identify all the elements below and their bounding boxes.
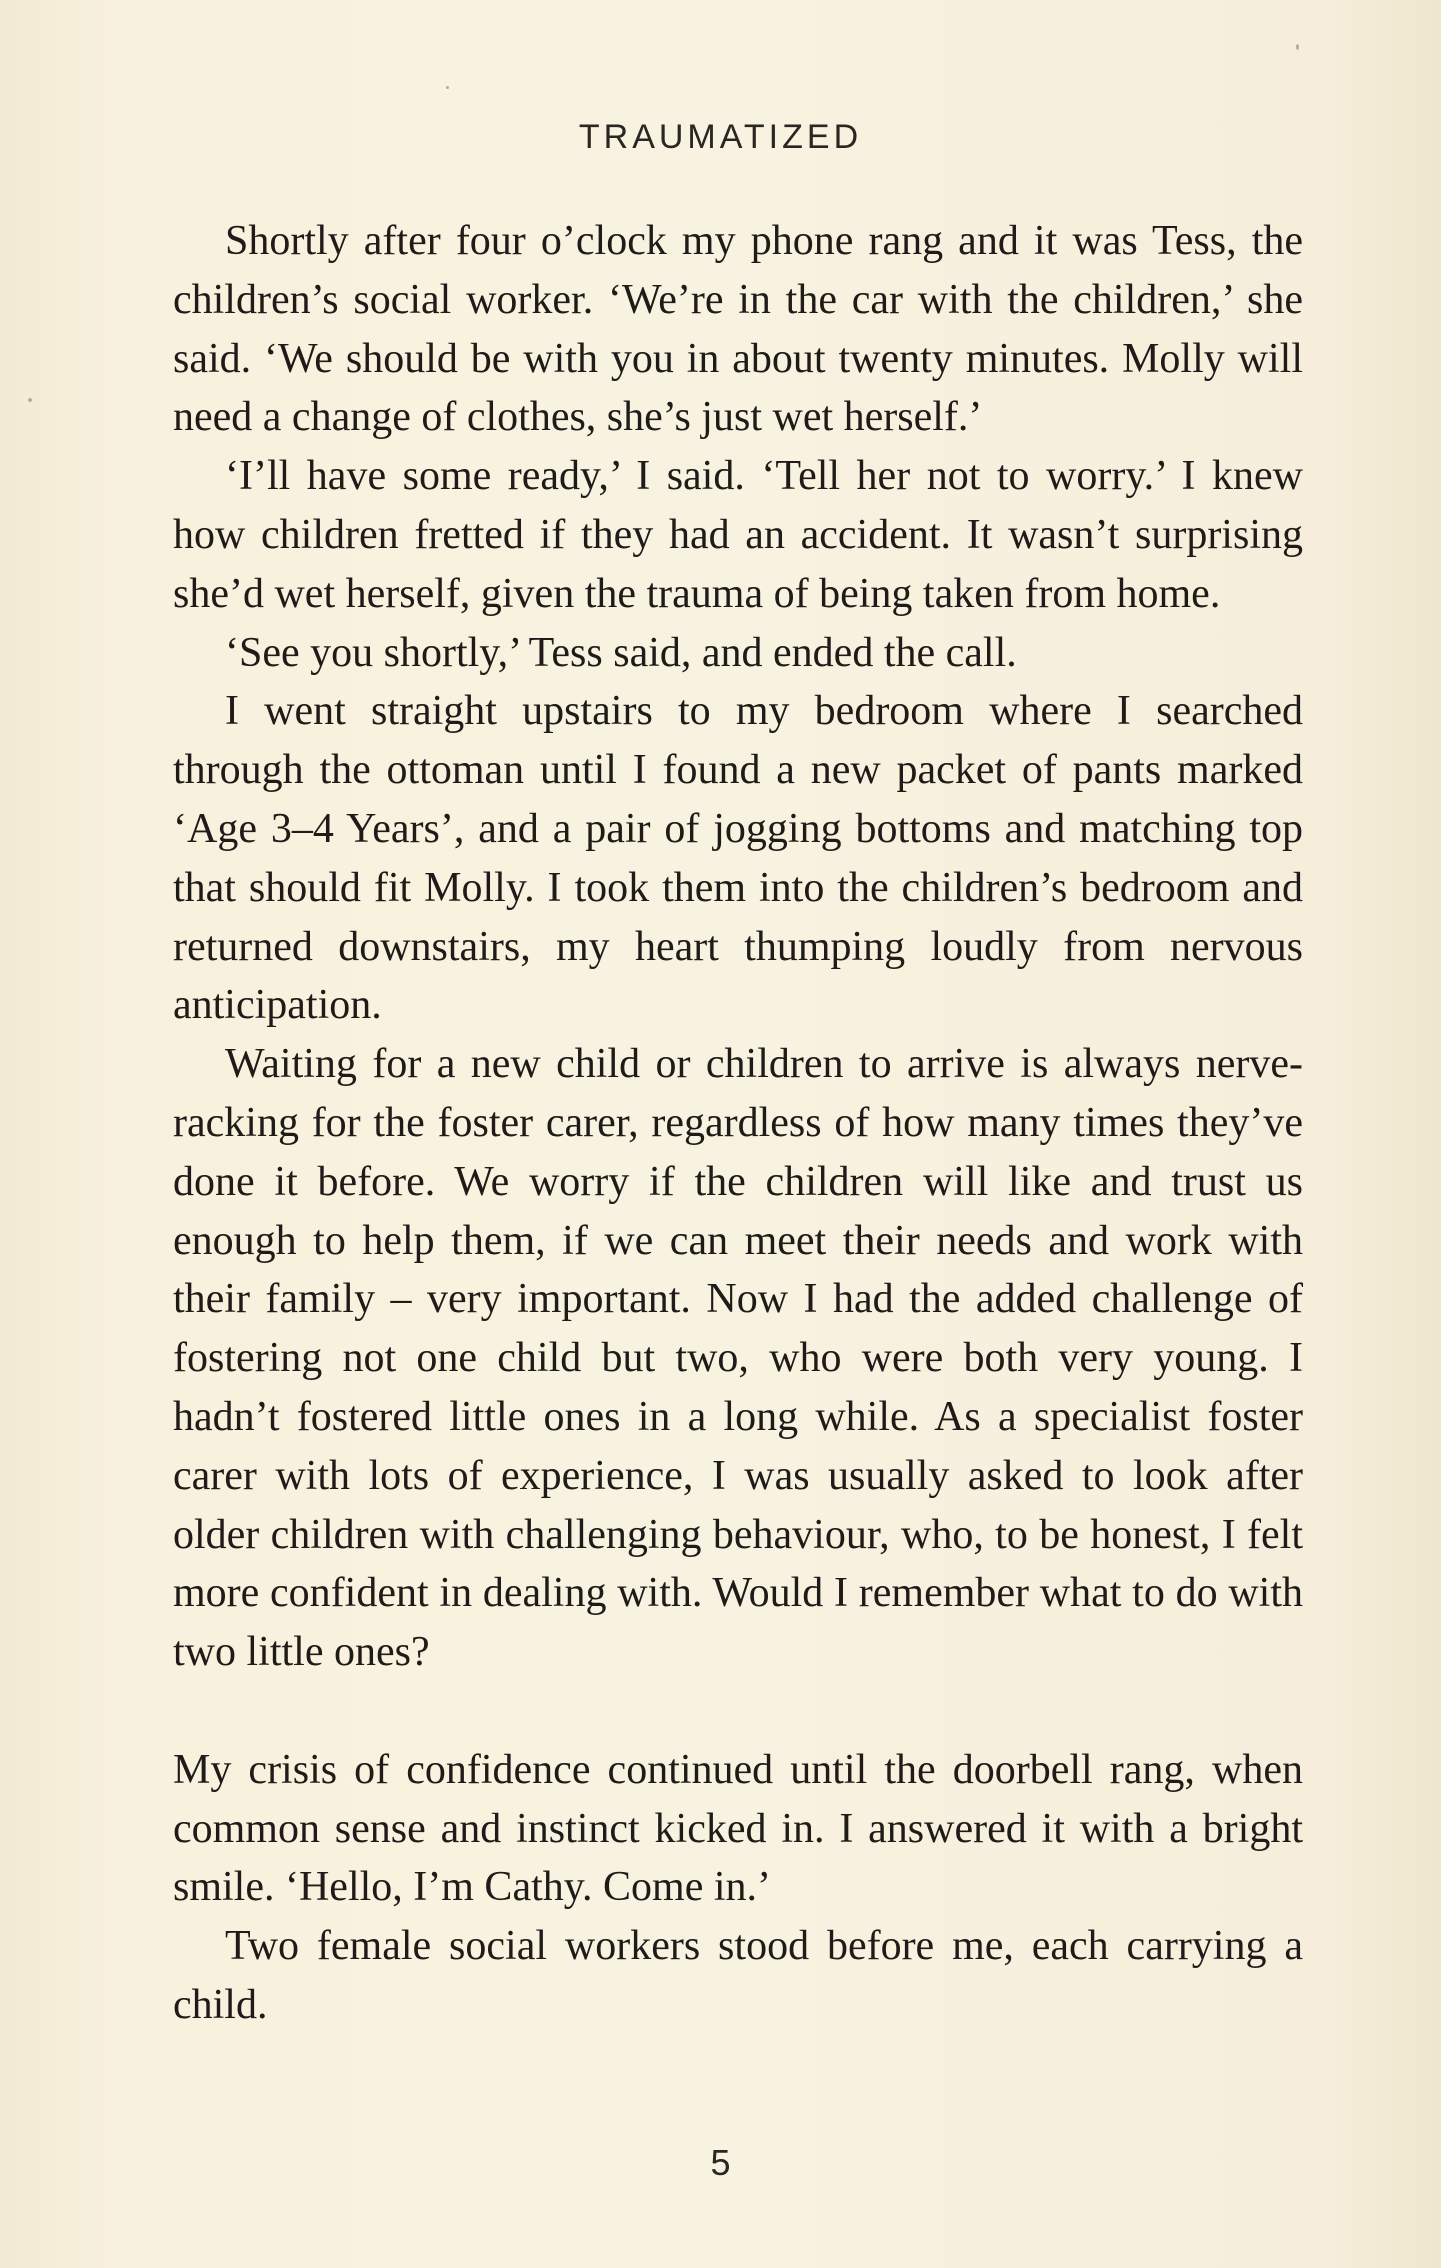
paragraph-2: ‘I’ll have some ready,’ I said. ‘Tell her not to worry.’ I knew how children fretted if they had an accident. It wasn’t surprising she’d wet herself, given the trauma of being taken from home. [173,453,1303,617]
page-number: 5 [710,2142,731,2183]
paragraph-1: Shortly after four o’clock my phone rang and it was Tess, the children’s social worker. ‘We’re in the car with the children,’ she said. ‘We should be with you in about twenty minutes. Molly will need a change of clothes, she’s just wet herself.’ [173,218,1303,441]
paragraph-6: My crisis of confidence continued until the doorbell rang, when common sense and instinct kicked in. I answered it with a bright smile. ‘Hello, I’m Cathy. Come in.’ [173,1746,1303,1911]
paper-speck [28,398,32,402]
body-text [173,212,1303,2035]
paper-speck [1296,44,1299,50]
paper-speck [446,86,449,89]
running-head: TRAUMATIZED [578,118,863,156]
paragraph-5: Waiting for a new child or children to arrive is always nerve-racking for the foster carer, regardless of how many times they’ve done it before. We worry if the children will like and trust us enough to help them, if we can meet their needs and work with their family – very important. Now I had the added challenge of fostering not one child but two, who were both very young. I hadn’t fostered little ones in a long while. As a specialist foster carer with lots of experience, I was usually asked to look after older children with challenging behaviour, who, to be honest, I felt more confident in dealing with. Would I remember what to do with two little ones? [173,1041,1303,1676]
paragraph-4: I went straight upstairs to my bedroom where I searched through the ottoman until I found a new packet of pants marked ‘Age 3–4 Years’, and a pair of jogging bottoms and matching top that should fit Molly. I took them into the children’s bedroom and returned downstairs, my heart thumping loudly from nervous anticipation. [173,688,1303,1029]
paragraph-3: ‘See you shortly,’ Tess said, and ended the call. [225,629,1017,676]
paragraph-7: Two female social workers stood before me, each carrying a child. [173,1923,1303,2028]
